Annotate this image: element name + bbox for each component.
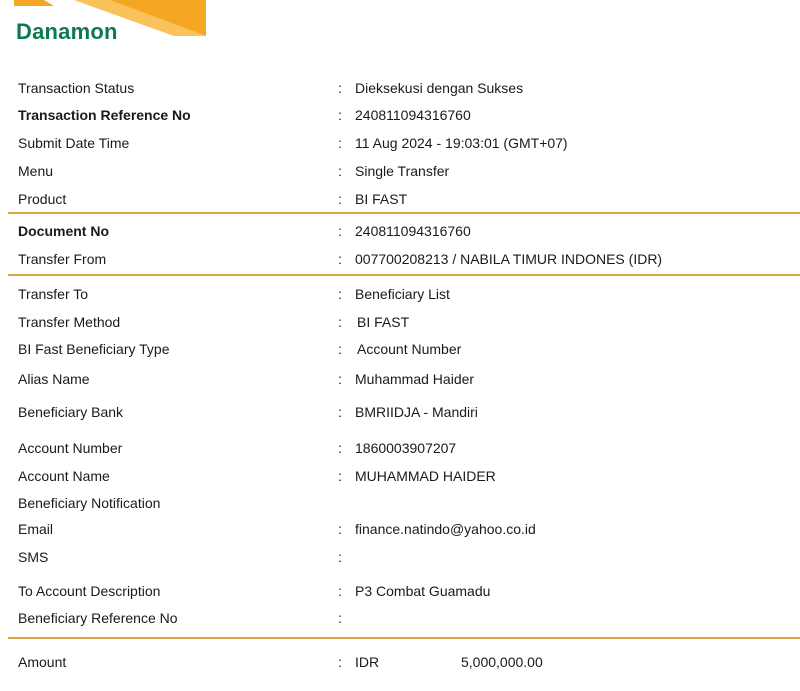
label-transfer-from: Transfer From <box>18 251 107 267</box>
separator: : <box>338 371 342 387</box>
row-submit-date-time <box>18 133 798 153</box>
row-amount <box>18 652 798 672</box>
brand-name: Danamon <box>16 19 118 44</box>
value-menu: Single Transfer <box>355 163 450 179</box>
row-alias-name <box>18 369 798 389</box>
row-document-no <box>18 221 798 241</box>
separator: : <box>338 135 342 151</box>
row-account-number <box>18 438 798 458</box>
label-account-description: To Account Description <box>18 583 161 599</box>
separator: : <box>338 549 342 565</box>
value-document-no: 240811094316760 <box>355 223 471 239</box>
separator: : <box>338 80 342 96</box>
row-product <box>18 189 798 209</box>
value-product: BI FAST <box>355 191 408 207</box>
row-account-description <box>18 581 798 601</box>
separator: : <box>338 314 342 330</box>
value-account-description: P3 Combat Guamadu <box>355 583 491 599</box>
separator: : <box>338 468 342 484</box>
separator: : <box>338 341 342 357</box>
label-submit-date-time: Submit Date Time <box>18 135 130 151</box>
row-transfer-from <box>18 249 798 269</box>
value-transfer-to: Beneficiary List <box>355 286 450 302</box>
amount-currency: IDR <box>355 654 380 670</box>
label-beneficiary-reference: Beneficiary Reference No <box>18 610 178 626</box>
row-beneficiary-notification <box>18 493 798 513</box>
label-account-number: Account Number <box>18 440 123 456</box>
section-divider <box>8 274 800 276</box>
separator: : <box>338 251 342 267</box>
row-beneficiary-type <box>18 339 798 359</box>
row-beneficiary-reference <box>18 608 798 628</box>
separator: : <box>338 404 342 420</box>
separator: : <box>338 107 342 123</box>
value-account-number: 1860003907207 <box>355 440 457 456</box>
separator: : <box>338 610 342 626</box>
danamon-logo <box>14 0 214 48</box>
row-beneficiary-bank <box>18 402 798 422</box>
label-document-no: Document No <box>18 223 109 239</box>
row-sms <box>18 547 798 567</box>
row-transfer-to <box>18 284 798 304</box>
label-transfer-method: Transfer Method <box>18 314 121 330</box>
row-account-name <box>18 466 798 486</box>
label-beneficiary-notification: Beneficiary Notification <box>18 495 161 511</box>
separator: : <box>338 654 342 670</box>
separator: : <box>338 163 342 179</box>
value-transaction-status: Dieksekusi dengan Sukses <box>355 80 524 96</box>
separator: : <box>338 191 342 207</box>
separator: : <box>338 223 342 239</box>
label-transfer-to: Transfer To <box>18 286 89 302</box>
section-divider <box>8 637 800 639</box>
amount-value: 5,000,000.00 <box>461 654 543 670</box>
label-beneficiary-type: BI Fast Beneficiary Type <box>18 341 170 357</box>
row-transaction-reference <box>18 105 798 125</box>
value-transfer-method: BI FAST <box>357 314 410 330</box>
label-alias-name: Alias Name <box>18 371 90 387</box>
label-account-name: Account Name <box>18 468 110 484</box>
value-beneficiary-bank: BMRIIDJA - Mandiri <box>355 404 478 420</box>
separator: : <box>338 521 342 537</box>
label-email: Email <box>18 521 54 537</box>
row-menu <box>18 161 798 181</box>
value-account-name: MUHAMMAD HAIDER <box>355 468 496 484</box>
label-menu: Menu <box>18 163 54 179</box>
value-transaction-reference: 240811094316760 <box>355 107 471 123</box>
row-transfer-method <box>18 312 798 332</box>
separator: : <box>338 286 342 302</box>
row-email <box>18 519 798 539</box>
value-email: finance.natindo@yahoo.co.id <box>355 521 536 537</box>
value-alias-name: Muhammad Haider <box>355 371 475 387</box>
label-sms: SMS <box>18 549 49 565</box>
value-submit-date-time: 11 Aug 2024 - 19:03:01 (GMT+07) <box>355 135 568 151</box>
separator: : <box>338 440 342 456</box>
value-beneficiary-type: Account Number <box>357 341 462 357</box>
label-transaction-status: Transaction Status <box>18 80 135 96</box>
separator: : <box>338 583 342 599</box>
value-transfer-from: 007700208213 / NABILA TIMUR INDONES (IDR) <box>355 251 663 267</box>
label-amount: Amount <box>18 654 67 670</box>
row-transaction-status <box>18 78 798 98</box>
label-product: Product <box>18 191 67 207</box>
section-divider <box>8 212 800 214</box>
label-beneficiary-bank: Beneficiary Bank <box>18 404 124 420</box>
label-transaction-reference: Transaction Reference No <box>18 107 191 123</box>
